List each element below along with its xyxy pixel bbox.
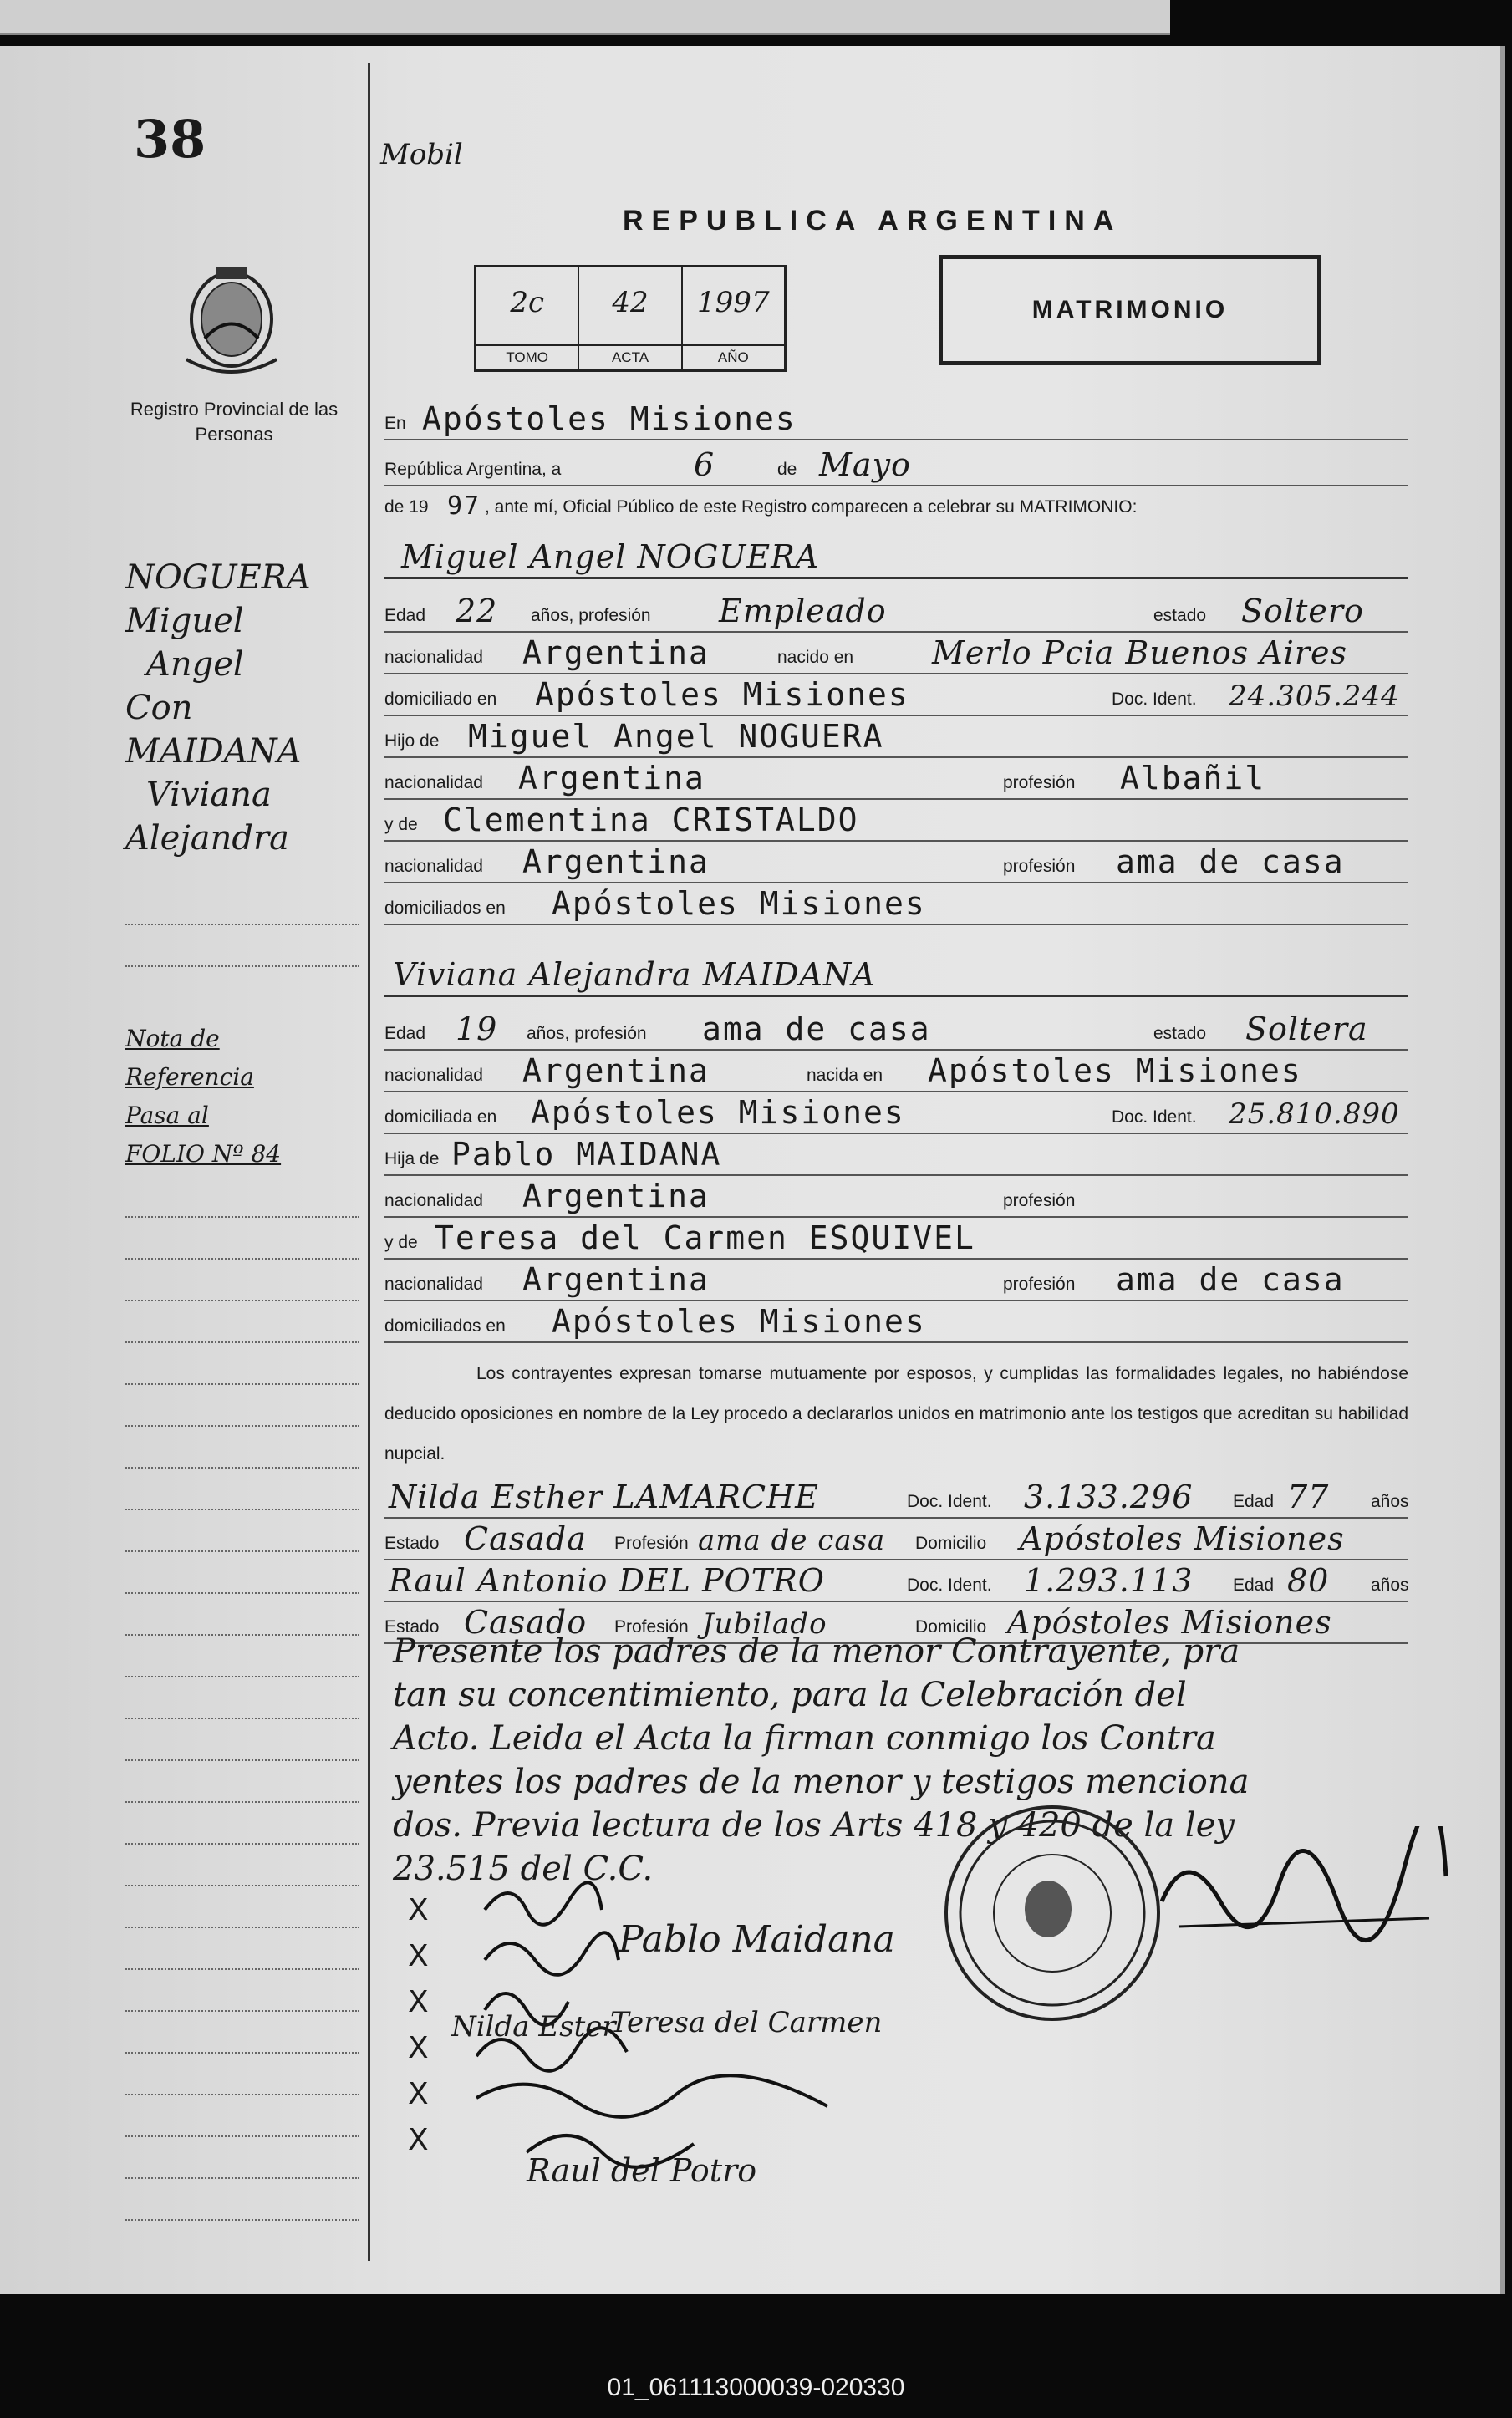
appear-text: , ante mí, Oficial Público de este Registro comparecen a celebrar su MATRIMONIO: [485,497,1138,517]
bride-doc: 25.810.890 [1229,1097,1400,1131]
bride-name: Viviana Alejandra MAIDANA [393,956,876,993]
margin-name-1: NOGUERA [125,558,311,597]
profesion-label: Profesión [614,1534,689,1553]
doc-label: Doc. Ident. [907,1492,992,1511]
groom-father-profession: Albañil [1120,760,1266,797]
estado-label: estado [1153,606,1207,625]
signature-2: Teresa del Carmen [610,2006,883,2039]
witness-1-name: Nilda Esther LAMARCHE [389,1479,819,1515]
domiciliados-label: domiciliados en [384,1316,506,1336]
place-row [384,389,1408,440]
margin-rule [125,1383,359,1385]
witness-2-state: Casado [464,1604,588,1641]
edad-label: Edad [384,1024,426,1043]
doc-label: Doc. Ident. [1112,1107,1197,1127]
margin-rule [125,1467,359,1469]
nacionalidad-label: nacionalidad [384,1275,483,1294]
ano-value: 1997 [697,286,770,319]
profesion-label: profesión [1003,1275,1076,1294]
margin-name-6: Viviana [146,776,272,814]
bride-parents-domicile: Apóstoles Misiones [552,1303,926,1340]
margin-name-4: Con [125,689,193,727]
tomo-label: TOMO [476,344,578,369]
margin-name-7: Alejandra [125,819,289,858]
signature-mark-2: X [408,1939,429,1973]
margin-name-3: Angel [146,645,244,684]
acta-label: ACTA [579,344,680,369]
date-row [384,435,1408,486]
tomo-cell [476,267,579,369]
doc-label: Doc. Ident. [907,1576,992,1595]
margin-rule [125,1341,359,1343]
narrative-line-1: Presente los padres de la menor Contrayente, pra [393,1632,1240,1671]
margin-rule [125,1843,359,1845]
margin-rule [125,1885,359,1886]
groom-civil-state: Soltero [1241,593,1364,629]
margin-name-5: MAIDANA [125,732,302,771]
groom-mother-nationality: Argentina [522,843,710,880]
nacionalidad-label: nacionalidad [384,773,483,792]
declaration-text: Los contrayentes expresan tomarse mutuamente por esposos, y cumplidas las formalidades legales, no habiéndose deducido oposiciones en nombre de la Ley procedo a declararlos unidos en matrimonio ante los testigos que acreditan su habilidad nupcial. [384,1364,1408,1464]
year-value: 97 [447,491,481,521]
profesion-label: profesión [1003,773,1076,792]
profesion-label: profesión [1003,857,1076,876]
bride-parents-domicile-row [384,1291,1408,1343]
margin-rule [125,1425,359,1427]
nacionalidad-label: nacionalidad [384,857,483,876]
nacionalidad-label: nacionalidad [384,1066,483,1085]
margin-rule [125,1718,359,1719]
signature-1: Pablo Maidana [619,1918,895,1961]
witness-1-domicile: Apóstoles Misiones [1020,1520,1345,1557]
witness-2-profession: Jubilado [702,1607,827,1641]
bride-father-nationality: Argentina [522,1178,710,1214]
record-page [0,46,1505,2294]
witness-1-profession: ama de casa [698,1524,886,1557]
groom-parents-domicile-row [384,873,1408,925]
margin-rule [125,1801,359,1803]
y-de-label: y de [384,1233,418,1252]
margin-rule [125,2135,359,2137]
hijo-label: Hijo de [384,731,440,751]
acta-cell [579,267,682,369]
margin-rule [125,1216,359,1218]
coat-of-arms-icon [180,259,284,376]
witness-2-age: 80 [1287,1562,1330,1599]
groom-nationality: Argentina [522,634,710,671]
month-value: Mayo [819,446,911,483]
profesion-label: Profesión [614,1617,689,1637]
edad-label: Edad [1233,1492,1275,1511]
narrative-line-4: yentes los padres de la menor y testigos menciona [393,1763,1250,1801]
estado-label: Estado [384,1617,440,1637]
profesion-label: profesión [1003,1191,1076,1210]
groom-father-nationality: Argentina [518,760,705,797]
margin-rule [125,2219,359,2221]
margin-rule [125,1759,359,1761]
margin-rule [125,2094,359,2095]
nacida-label: nacida en [807,1066,883,1085]
edad-label: Edad [1233,1576,1275,1595]
signature-3: Nilda Ester [451,2010,616,2044]
bride-nationality: Argentina [522,1052,710,1089]
anos-label: años [1371,1492,1409,1511]
year-label: de 19 [384,497,429,517]
groom-profession: Empleado [719,593,887,629]
anos-label: años [1371,1576,1409,1595]
narrative-line-6: 23.515 del C.C. [393,1850,654,1888]
margin-note-3: Pasa al [125,1102,209,1129]
nacionalidad-label: nacionalidad [384,648,483,667]
nacido-label: nacido en [777,648,854,667]
margin-rule [125,924,359,925]
margin-rule [125,1509,359,1510]
margin-divider [368,63,370,2261]
signature-4: Raul del Potro [527,2152,757,2189]
top-annotation: Mobil [380,138,463,171]
tomo-value: 2c [510,286,544,319]
bride-birthplace: Apóstoles Misiones [928,1052,1302,1089]
seal-emblem-icon [948,1809,1157,2018]
bride-profession: ama de casa [702,1010,931,1047]
nacionalidad-label: nacionalidad [384,1191,483,1210]
domicilio-label: Domicilio [915,1534,987,1553]
margin-rule [125,1258,359,1260]
signature-mark-6: X [408,2123,429,2157]
witness-2-domicile: Apóstoles Misiones [1007,1604,1332,1641]
registry-label: Registro Provincial de las Personas [130,399,339,445]
groom-parents-domicile: Apóstoles Misiones [552,885,926,922]
groom-mother-profession: ama de casa [1116,843,1345,880]
bride-father: Pablo MAIDANA [451,1136,722,1173]
bride-age: 19 [456,1010,498,1047]
y-de-label: y de [384,815,418,834]
edad-label: Edad [384,606,426,625]
matrimonio-box: MATRIMONIO [939,255,1321,365]
page-title: REPUBLICA ARGENTINA [623,205,1123,237]
groom-birthplace: Merlo Pcia Buenos Aires [932,634,1347,671]
act-number-box [474,265,787,372]
margin-rule [125,1676,359,1677]
domiciliado-label: domiciliado en [384,690,497,709]
margin-note-1: Nota de [125,1025,220,1052]
bride-mother-profession: ama de casa [1116,1261,1345,1298]
estado-label: estado [1153,1024,1207,1043]
day-value: 6 [694,446,715,483]
margin-rule [125,1634,359,1636]
witness-2-name: Raul Antonio DEL POTRO [389,1562,825,1599]
appear-row [384,489,1408,522]
groom-age: 22 [456,593,498,629]
estado-label: Estado [384,1534,440,1553]
domicilio-label: Domicilio [915,1617,987,1637]
place-value: Apóstoles Misiones [422,400,797,437]
image-caption: 01_061113000039-020330 [607,2374,905,2401]
acta-value: 42 [612,286,649,319]
margin-rule [125,1968,359,1970]
domiciliada-label: domiciliada en [384,1107,497,1127]
ano-cell [683,267,784,369]
narrative-line-5: dos. Previa lectura de los Arts 418 y 420 de la ley [393,1806,1235,1845]
witness-2-doc: 1.293.113 [1024,1562,1194,1599]
margin-name-2: Miguel [125,602,244,640]
witness-1-age: 77 [1287,1479,1330,1515]
bride-mother-nationality: Argentina [522,1261,710,1298]
signature-mark-1: X [408,1893,429,1927]
en-label: En [384,414,406,433]
margin-rule [125,2010,359,2012]
bride-mother: Teresa del Carmen ESQUIVEL [435,1219,975,1256]
narrative-line-3: Acto. Leida el Acta la firman conmigo los Contra [393,1719,1216,1758]
groom-doc: 24.305.244 [1229,680,1400,713]
margin-rule [125,1592,359,1594]
groom-father: Miguel Angel NOGUERA [468,718,884,755]
margin-rule [125,1927,359,1928]
margin-rule [125,965,359,967]
margin-rule [125,1300,359,1301]
groom-mother: Clementina CRISTALDO [443,802,859,838]
folio-number: 38 [134,109,206,170]
margin-note-2: Referencia [125,1063,254,1091]
official-signature [1153,1826,1454,1952]
groom-domicile: Apóstoles Misiones [535,676,909,713]
previous-page-strip [0,0,1170,35]
de-label: de [777,460,797,479]
groom-name: Miguel Angel NOGUERA [401,538,820,575]
hija-label: Hija de [384,1149,440,1168]
anos-profesion-label: años, profesión [527,1024,647,1043]
domiciliados-label: domiciliados en [384,898,506,918]
witness-1-state: Casada [464,1520,587,1557]
bride-name-row [384,944,1408,997]
margin-rule [125,2052,359,2054]
signature-mark-4: X [408,2031,429,2065]
republica-label: República Argentina, a [384,460,562,479]
signature-mark-3: X [408,1985,429,2019]
witness-1-doc: 3.133.296 [1024,1479,1194,1515]
doc-label: Doc. Ident. [1112,690,1197,709]
narrative-line-2: tan su concentimiento, para la Celebración del [393,1676,1187,1714]
margin-rule [125,1550,359,1552]
anos-profesion-label: años, profesión [531,606,651,625]
signature-mark-5: X [408,2077,429,2111]
margin-note-4: FOLIO Nº 84 [125,1140,282,1168]
groom-name-row [384,527,1408,579]
bride-domicile: Apóstoles Misiones [531,1094,905,1131]
bride-civil-state: Soltera [1245,1010,1368,1047]
margin-rule [125,2177,359,2179]
ano-label: AÑO [683,344,784,369]
